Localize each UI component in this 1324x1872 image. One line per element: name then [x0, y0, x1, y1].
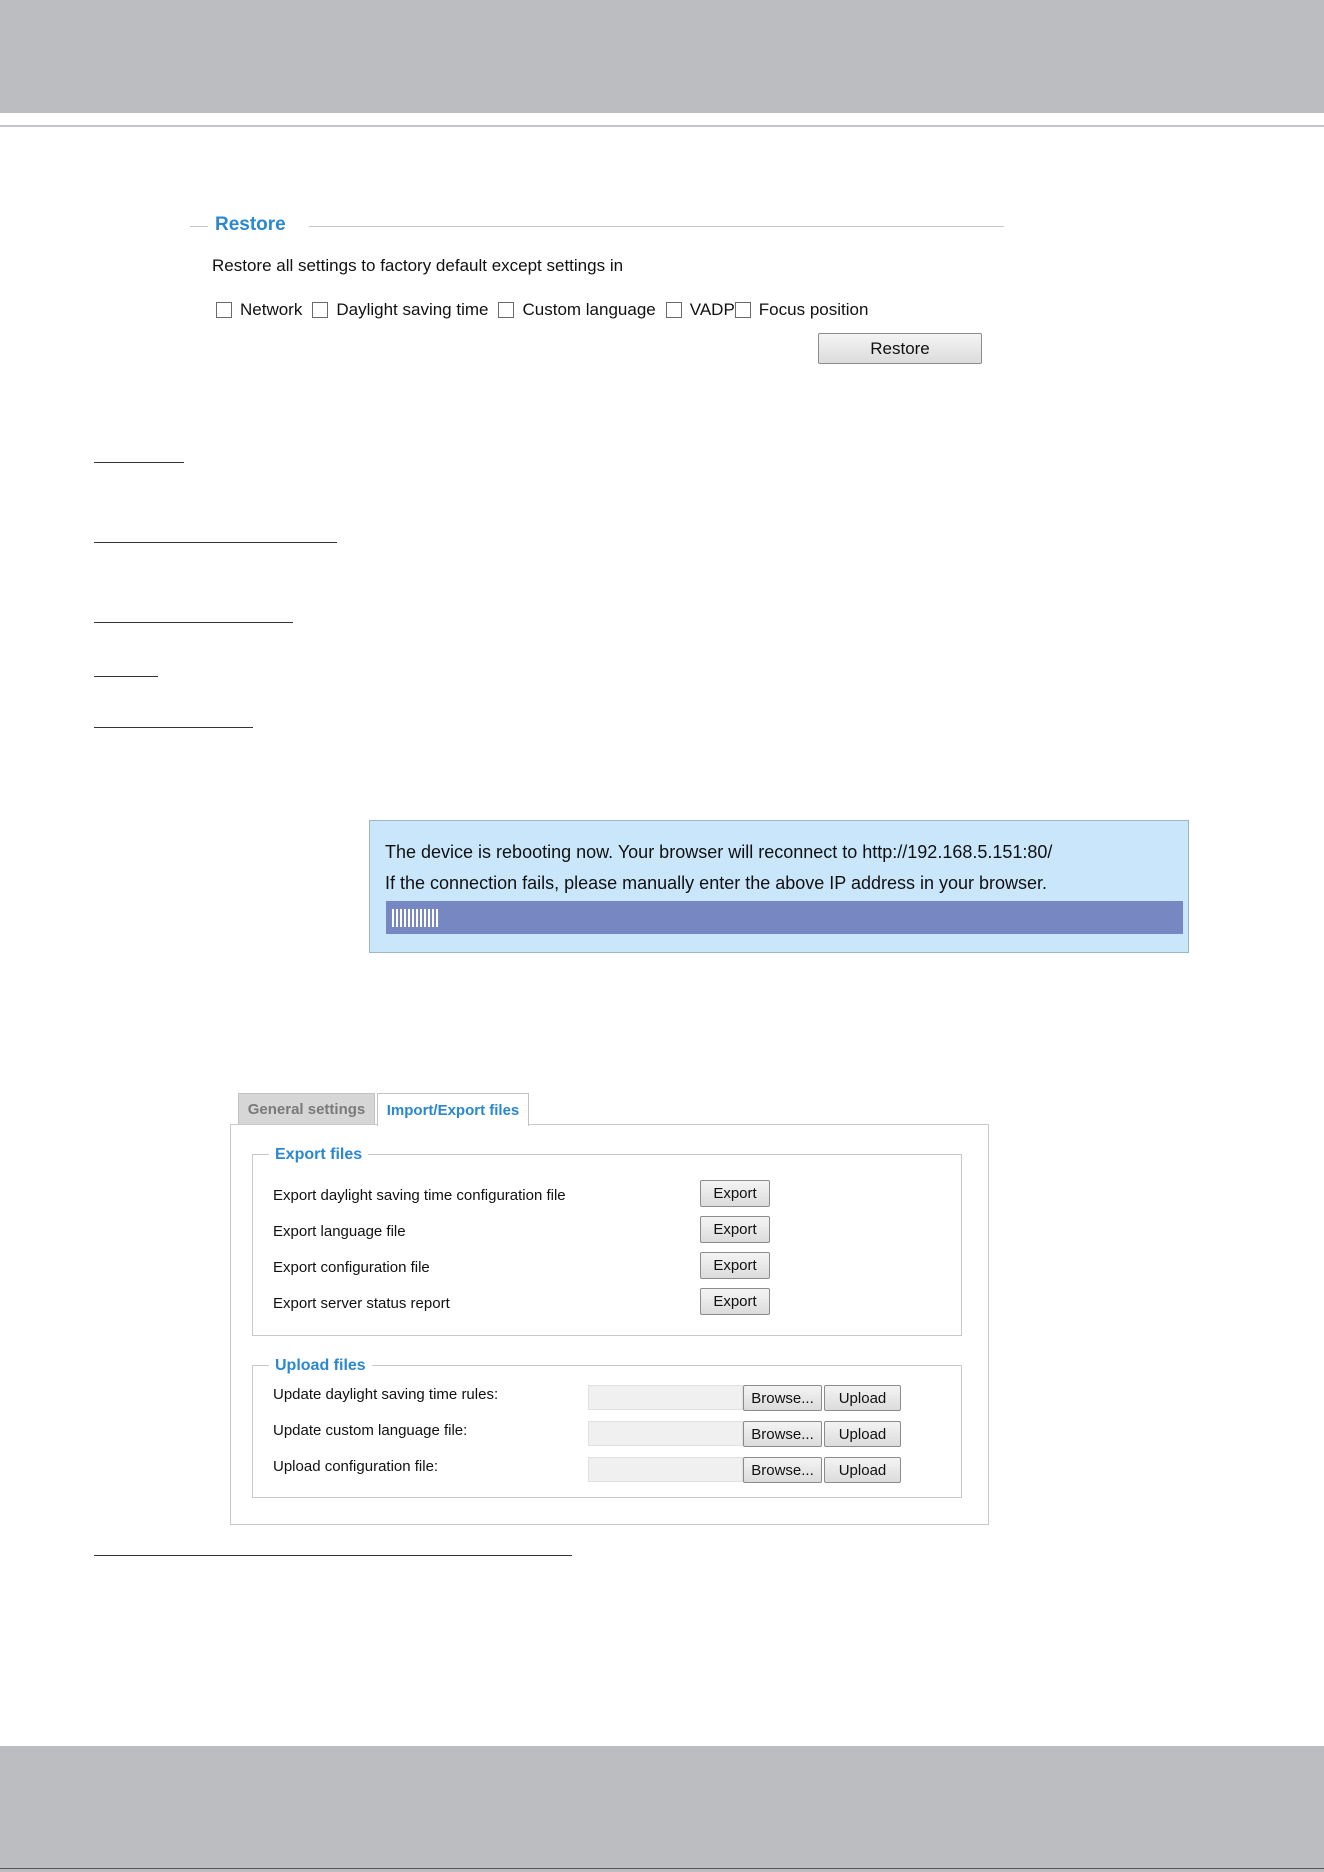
daylight-saving-time-checkbox[interactable]: [312, 302, 328, 318]
restore-exception-options: [216, 300, 878, 320]
footer-divider: [0, 1868, 1324, 1869]
upload-config-upload-button[interactable]: Upload: [824, 1457, 901, 1483]
footer-band: [0, 1746, 1324, 1872]
reboot-message: The device is rebooting now. Your browser will reconnect to http://192.168.5.151:80/: [385, 842, 1053, 862]
underline-rule-5: [94, 727, 253, 728]
network-label: Network: [240, 300, 303, 319]
export-language-file-label: Export language file: [273, 1223, 406, 1240]
custom-language-checkbox[interactable]: [498, 302, 514, 318]
upload-files-title: Upload files: [269, 1357, 372, 1375]
export-dst-config-label: Export daylight saving time configuration file: [273, 1187, 566, 1204]
focus-position-label: Focus position: [758, 300, 869, 319]
update-dst-rules-browse-button[interactable]: Browse...: [743, 1385, 822, 1411]
export-files-title: Export files: [269, 1146, 368, 1164]
underline-rule-2: [94, 542, 337, 543]
update-dst-rules-file-input[interactable]: [588, 1385, 743, 1410]
focus-position-checkbox[interactable]: [735, 302, 751, 318]
restore-legend-rule-left: [190, 226, 208, 227]
export-dst-config-button[interactable]: Export: [700, 1180, 770, 1207]
vadp-label: VADP: [689, 300, 735, 319]
export-config-file-button[interactable]: Export: [700, 1252, 770, 1279]
network-checkbox[interactable]: [216, 302, 232, 318]
upload-config-browse-button[interactable]: Browse...: [743, 1457, 822, 1483]
restore-description: Restore all settings to factory default except settings in: [212, 256, 624, 275]
export-status-report-button[interactable]: Export: [700, 1288, 770, 1315]
custom-language-label: Custom language: [522, 300, 656, 319]
upload-config-file-input[interactable]: [588, 1457, 743, 1482]
vadp-checkbox[interactable]: [666, 302, 682, 318]
tab-general-settings[interactable]: General settings: [238, 1093, 375, 1125]
underline-rule-3: [94, 622, 293, 623]
reboot-instructions: If the connection fails, please manually enter the above IP address in your browser.: [385, 873, 1048, 893]
restore-title: Restore: [215, 214, 286, 235]
export-status-report-label: Export server status report: [273, 1295, 450, 1312]
update-dst-rules-label: Update daylight saving time rules:: [273, 1386, 499, 1403]
update-language-upload-button[interactable]: Upload: [824, 1421, 901, 1447]
underline-rule-4: [94, 676, 158, 677]
export-language-file-button[interactable]: Export: [700, 1216, 770, 1243]
update-language-file-label: Update custom language file:: [273, 1422, 468, 1439]
underline-rule-1: [94, 462, 184, 463]
update-dst-rules-upload-button[interactable]: Upload: [824, 1385, 901, 1411]
tab-import-export-files[interactable]: Import/Export files: [377, 1093, 529, 1126]
restore-button[interactable]: Restore: [818, 333, 982, 364]
reboot-progress-bar: [386, 901, 1183, 934]
header-band: [0, 0, 1324, 113]
underline-rule-6: [94, 1555, 572, 1556]
upload-config-file-label: Upload configuration file:: [273, 1458, 439, 1475]
reboot-progress-fill: [392, 909, 438, 927]
update-language-file-input[interactable]: [588, 1421, 743, 1446]
restore-legend-rule-right: [309, 226, 1004, 227]
update-language-browse-button[interactable]: Browse...: [743, 1421, 822, 1447]
export-config-file-label: Export configuration file: [273, 1259, 430, 1276]
daylight-saving-time-label: Daylight saving time: [336, 300, 489, 319]
header-divider: [0, 125, 1324, 127]
